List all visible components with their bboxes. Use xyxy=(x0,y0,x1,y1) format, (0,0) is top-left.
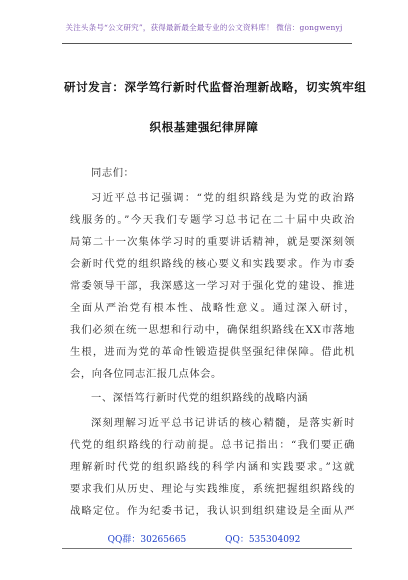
body-line: 会新时代党的组织路线的核心要义和实践要求。作为市委 xyxy=(70,258,355,270)
greeting: 同志们： xyxy=(91,167,135,179)
header-banner: 关注头条号“公文研究”，获得最新最全最专业的公文资料库！ 微信：gongwenyj xyxy=(65,23,343,32)
document-title-line-1: 研讨发言：深学笃行新时代监督治理新战略，切实筑牢组 xyxy=(64,80,367,94)
body-line: 会，向各位同志汇报几点体会。 xyxy=(70,368,222,380)
footer-contact xyxy=(0,532,408,545)
body-line: 战略定位。作为纪委书记，我认识到组织建设是全面从严 xyxy=(70,505,355,517)
body-line: 理解新时代党的组织路线的科学内涵和实践要求。”这就 xyxy=(70,461,355,473)
body-line: 线服务的。”今天我们专题学习总书记在二十届中央政治 xyxy=(70,214,355,226)
body-line: 我们必须在统一思想和行动中，确保组织路线在XX市落地 xyxy=(70,324,355,336)
footer-qq: QQ：535304092 xyxy=(225,535,301,545)
body-line: 常委领导干部，我深感这一学习对于强化党的建设、推进 xyxy=(70,280,355,292)
document-title-line-2: 织根基建强纪律屏障 xyxy=(149,120,259,134)
body-line: 深刻理解习近平总书记讲话的核心精髓，是落实新时 xyxy=(91,417,355,429)
body-line: 局第二十一次集体学习时的重要讲话精神，就是要深刻领 xyxy=(70,236,355,248)
footer-divider xyxy=(62,548,352,549)
section-heading: 一、深悟笃行新时代党的组织路线的战略内涵 xyxy=(91,392,308,404)
body-line: 代党的组织路线的行动前提。总书记指出：“我们要正确 xyxy=(70,439,355,451)
body-line: 习近平总书记强调：“党的组织路线是为党的政治路 xyxy=(91,192,355,204)
header-divider xyxy=(62,43,352,44)
body-line: 全面从严治党有根本性、战略性意义。通过深入研讨， xyxy=(70,302,355,314)
body-line: 要求我们从历史、理论与实践维度，系统把握组织路线的 xyxy=(70,483,355,495)
footer-qq-group: QQ群：30265665 xyxy=(107,535,187,545)
body-line: 生根，进而为党的革命性锻造提供坚强纪律保障。借此机 xyxy=(70,346,355,358)
